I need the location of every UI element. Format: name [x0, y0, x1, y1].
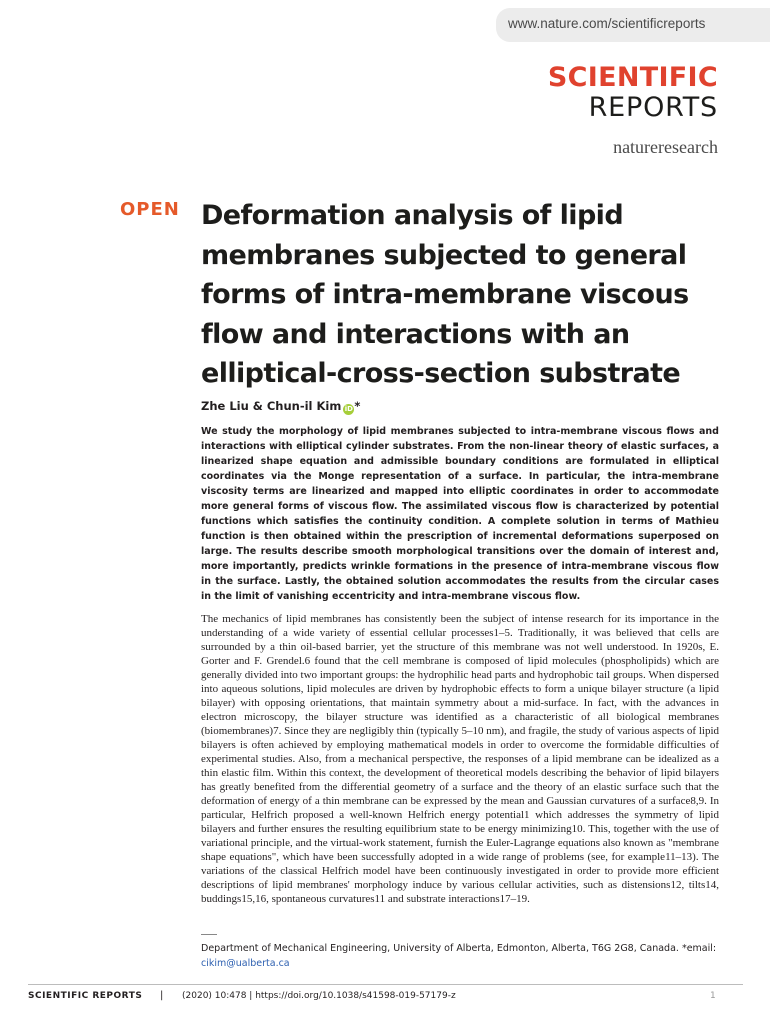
- brand-logo-line2: REPORTS: [588, 92, 718, 123]
- footer-separator: |: [160, 990, 164, 1001]
- publisher-logo: natureresearch: [613, 137, 718, 157]
- journal-url[interactable]: www.nature.com/scientificreports: [508, 16, 706, 31]
- corresponding-author-marker: *: [354, 399, 361, 413]
- author-list: [201, 399, 360, 415]
- footer-citation[interactable]: (2020) 10:478 | https://doi.org/10.1038/s41598-019-57179-z: [182, 991, 456, 1001]
- introduction-paragraph: The mechanics of lipid membranes has consistently been the subject of intense research for its importance in the understanding of a wide variety of essential cellular processes1–5. Traditionally, it was believed that cells are surrounded by a thin oil-based barrier, yet the structure of this membrane was not well understood. In 1920s, E. Gorter and F. Grendel.6 found that the cell membrane is composed of lipid molecules (phospholipids) which are generally divided into two important groups: the hydrophilic head parts and hydrophobic tail groups. When dispersed into aqueous solutions, lipid molecules are driven by hydrophobic effects to form a unique bilayer structure (a lipid bilayer) with opposing orientations, that maintain symmetry about a mid-surface. In fact, with the advances in electron microscopy, the bilayer structure was identified as a characteristic of all biological membranes (biomembranes)7. Since they are negligibly thin (typically 5–10 nm), and fragile, the study of various aspects of lipid bilayers is often achieved by employing mathematical models in order to overcome the formidable difficulties of experimental studies. Also, from a mechanical perspective, the responses of a lipid membrane can be idealized as a thin elastic film. Within this context, the development of theoretical models describing the behavior of lipid bilayers has greatly benefited from the differential geometry of a surface and the theory of an elastic surface such that the deformation of energy of a thin membrane can be expressed by the mean and Gaussian curvatures of a surface8,9. In particular, Helfrich proposed a well-known Helfrich energy potential1 which addresses the symmetry of lipid bilayers and further ensures the resulting equilibrium state to be energy minimizing10. This, together with the use of variational principle, and the virtual-work statement, furnish the Euler-Lagrange equations also known as "membrane shape equations", which have been successfully adopted in a wide range of problems (see, for example11–13). The variations of the classical Helfrich model have been continuously investigated in order to provide more efficient descriptions of lipid membranes' morphology induce by various cellular activities, such as distensions12, tilts14, buddings15,16, spontaneous curvatures11 and substrate interactions17–19.: [201, 613, 719, 905]
- footer-divider: [28, 984, 743, 985]
- affiliation: [201, 941, 726, 971]
- article-title: Deformation analysis of lipid membranes subjected to general forms of intra-membrane viscous flow and interactions with an elliptical-cross-section substrate: [201, 200, 689, 389]
- footer-journal-name: SCIENTIFIC REPORTS: [28, 991, 143, 1001]
- brand-logo-line1: SCIENTIFIC: [547, 62, 718, 93]
- affiliation-text: Department of Mechanical Engineering, University of Alberta, Edmonton, Alberta, T6G 2G8, Canada. *email:: [201, 943, 717, 954]
- open-access-label: OPEN: [120, 199, 180, 220]
- page-number: 1: [710, 991, 716, 1001]
- affiliation-divider: [201, 934, 217, 935]
- abstract: We study the morphology of lipid membranes subjected to intra-membrane viscous flows and interactions with elliptical cylinder substrates. From the non-linear theory of elastic surfaces, a linearized shape equation and admissible boundary conditions are formulated in elliptical coordinates via the Monge representation of a surface. In particular, the intra-membrane viscosity terms are linearized and mapped into elliptic coordinates in order to accommodate more general forms of viscous flow. The assimilated viscous flow is characterized by potential functions which satisfies the continuity condition. A complete solution in terms of Mathieu function is then obtained within the prescription of incremental deformations superposed on large. The results describe smooth morphological transitions over the domain of interest and, more importantly, predicts wrinkle formations in the presence of intra-membrane viscous flow in the surface. Lastly, the obtained solution accommodates the results from the circular cases in the limit of vanishing eccentricity and intra-membrane viscous flow.: [201, 426, 719, 602]
- orcid-icon[interactable]: iD: [344, 405, 353, 413]
- author-names[interactable]: Zhe Liu & Chun-il Kim: [201, 399, 342, 413]
- email-link[interactable]: cikim@ualberta.ca: [201, 958, 290, 969]
